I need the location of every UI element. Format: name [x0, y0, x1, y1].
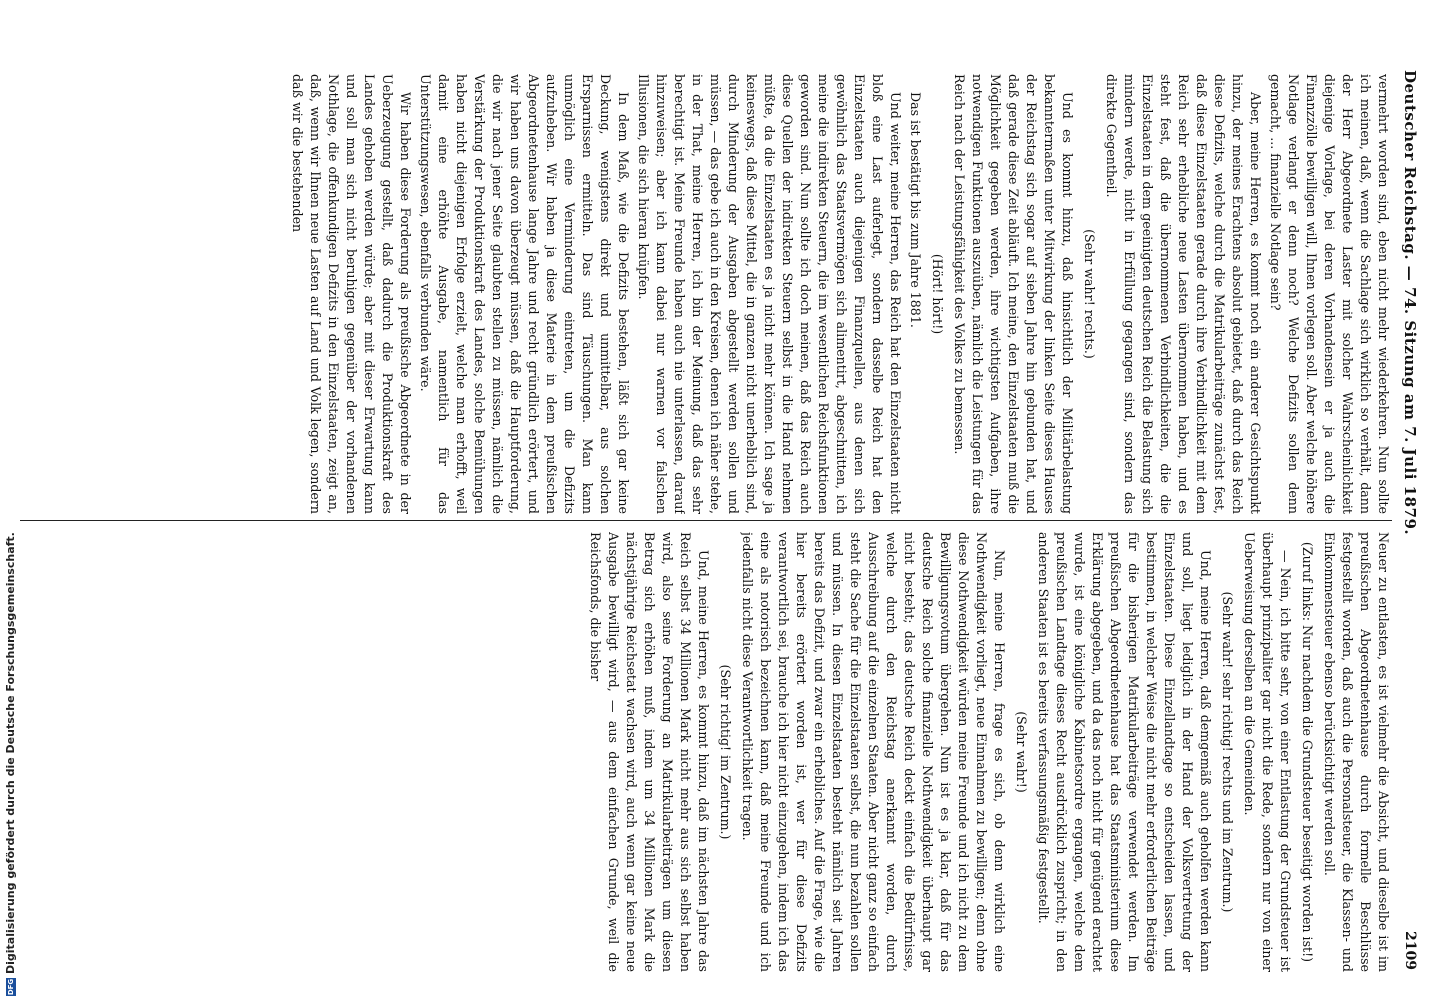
- digitization-note-text: Digitalisierung gefördert durch die Deutsche Forschungsgemeinschaft.: [4, 532, 17, 974]
- paragraph: Das ist bestätigt bis zum Jahre 1881.: [908, 92, 923, 328]
- page-header: [1396, 70, 1424, 970]
- paragraph: Und es kommt hinzu, daß hinsichtlich der Militärbelastung bekanntermaßen unter Mitwirkung der linken Seite dieses Hauses der Reichstag sich sogar auf sieben Jahre hin gebunden hat, und daß gerade diese Zeit abläuft. Ich meine, den Einzelstaaten muß die Möglichkeit gegeben werden, ihre wichtigsten Aufgaben, ihre notwendigen Funktionen auszuüben, nämlich die Leistungen für das Reich nach der Leistungsfähigkeit des Volkes zu bemessen.: [952, 74, 1075, 514]
- paragraph: Und weiter, meine Herren, das Reich hat den Einzelstaaten nicht bloß eine Last auferlegt, sondern dasselbe Reich hat den Einzelstaaten auch diejenigen Finanzquellen, aus denen sich gewöhnlich das Staatsvermögen sich alimentirt, abgeschnitten, ich meine die indirekten Steuern, die im wesentlichen Reichsfunktionen geworden sind. Nun sollte ich doch meinen, daß das Reich auch diese Quellen der indirekten Steuern selbst in die Hand nehmen müßte, da die Einzelstaaten es ja nicht mehr können. Ich sage ja keineswegs, daß diese Mittel, die in ganzen nicht unerheblich sind, durch Minderung der Ausgaben abgestellt werden sollen und müssen, — das gebe ich auch in den Kreisen, denen ich näher stehe, in der That, meine Herren, ich bin der Meinung, daß das sehr berechtigt ist. Meine Freunde haben auch nie unterlassen, darauf hinzuweisen; aber ich kann dabei nur warnen vor falschen Illusionen, die sich hieran knüpfen.: [636, 74, 903, 514]
- paragraph: vermehrt worden sind, eben nicht mehr wiederkehren. Nun sollte ich meinen, daß, wenn die Sachlage sich wirklich so verhält, dann der Herr Abgeordnete Laster mit solcher Wahrscheinlichkeit diejenige Vorlage, bei deren Vorhandensein er ja auch die Finanzzölle bewilligen will, Ihnen vorlegen soll. Aber welche höhere Notlage verlangt er denn noch? Welche Defizits sollen denn gemacht, ... finanzielle Notlage sein?: [1268, 74, 1391, 514]
- interjection: (Sehr wahr!): [1014, 711, 1029, 793]
- paragraph: Wir haben diese Forderung als preußische Abgeordnete in der Ueberzeugung gestellt, daß dadurch die Produktionskraft des Landes gehoben werden würde; aber mit dieser Erwartung kann und soll man sich nicht beruhigen gegenüber der vorhandenen Nothlage, die offenkundigen Defizits in den Einzelstaaten, zeigt an, daß, wenn wir Ihnen neue Lasten auf Land und Volk legen, sondern daß wir die bestehenden: [290, 74, 413, 514]
- interjection: (Sehr wahr! sehr richtig! rechts und im Zentrum.): [1220, 591, 1235, 913]
- paragraph: Und, meine Herren, daß demgemäß auch geholfen werden kann und soll, liegt lediglich in der Hand der Volksvertretung der Einzelstaaten. Diese Einzellandtage so entscheiden lassen, und bestimmen, in welcher Weise die nicht mehr erforderlichen Beiträge für die bisherigen Matrikularbeiträge verwendet werden. Im preußischen Abgeordnetenhause hat das Staatsministerium diese Erklärung abgegeben, und da das noch nicht für genügend erachtet wurde, ist eine königliche Kabinetsordre ergangen, welche dem preußischen Landtage dieses Recht ausdrücklich zuspricht; in den anderen Staaten ist es bereits verfassungsmäßig festgestellt.: [1036, 532, 1213, 972]
- interjection: (Zuruf links: Nur nachdem die Grundsteuer beseitigt worden ist!): [1300, 541, 1315, 963]
- interjection: (Sehr richtig! im Zentrum.): [718, 664, 733, 840]
- paragraph: — Nein, ich bitte sehr, von einer Entlastung der Grundsteuer ist überhaupt prinzipaliter gar nicht die Rede, sondern nur von einer Ueberweisung derselben an die Gemeinden.: [1242, 532, 1293, 972]
- paragraph: Und, meine Herren, es kommt hinzu, daß im nächsten Jahre das Reich selbst 34 Millionen Mark nicht mehr aus sich selbst haben wird, also seine Forderung an Matrikularbeiträgen um diesen Betrag sich erhöhen muß, indem um 34 Millionen Mark die nächstjährige Reichsetat wachsen wird, auch wenn gar keine neue Ausgabe bewilligt wird, — aus dem einfachen Grunde, weil die Reichsfonds, die bisher: [588, 532, 711, 972]
- column-divider: [20, 520, 1392, 521]
- paragraph: Neuer zu entlasten, es ist vielmehr die Absicht, und dieselbe ist im preußischen Abgeordnetenhause durch formelle Beschlüsse festgestellt worden, daß auch die Personalsteuer, die Klassen- und Einkommensteuer ebenso berücksichtigt werden soll.: [1322, 532, 1391, 972]
- text-column-right: [20, 532, 1392, 972]
- interjection: (Hört! hört!): [930, 253, 945, 335]
- page-title: Deutscher Reichstag. — 74. Sitzung am 7. Juli 1879.: [1401, 70, 1419, 536]
- paragraph: Aber, meine Herren, es kommt noch ein anderer Gesichtspunkt hinzu, der meines Erachtens absolut gebietet, daß durch das Reich diese Defizits, welche durch die Matrikularbeiträge zunächst fest, daß diese Einzelstaaten gerade durch ihre Verbindlichkeit mit dem Reich sehr erhebliche neue Lasten übernommen haben, und es steht fest, daß die übernommenen Verbindlichkeiten, die die Einzelstaaten in dem geeinigten deutschen Reich die Belastung sich mindern werde, nicht in Erfüllung gegangen sind, sondern das direkte Gegentheil.: [1104, 74, 1263, 514]
- text-column-left: [20, 74, 1392, 514]
- paragraph: Nun, meine Herren, frage es sich, ob denn wirklich eine Nothwendigkeit vorliegt, neue Einnahmen zu bewilligen; denn ohne diese Nothwendigkeit würden meine Freunde und ich nicht zu dem Bewilligungsvotum übergehen. Nun ist es ja klar, daß für das deutsche Reich solche finanzielle Nothwendigkeit überhaupt gar nicht besteht; das deutsche Reich deckt einfach die Bedürfnisse, welche durch den Reichstag anerkannt worden, durch Ausschreibung auf die einzelnen Staaten. Aber nicht ganz so einfach steht die Sache für die Einzelstaaten selbst, die nun bezahlen sollen und müssen. In diesen Einzelstaaten besteht nämlich seit Jahren bereits das Defizit, und zwar ein erhebliches. Auf die Frage, wie die hier bereits erörtert worden ist, wer für diese Defizits verantwortlich sei, brauche ich hier nicht einzugehen, indem ich das eine als notorisch bezeichnen kann, daß meine Freunde und ich jedenfalls nicht diese Verantwortlichkeit tragen.: [740, 532, 1007, 972]
- paragraph: In dem Maß, wie die Defizits bestehen, läßt sich gar keine Deckung, wenigstens direkt und unmittelbar, aus solchen Ersparnissen ermitteln. Das sind Täuschungen. Man kann unmöglich eine Verminderung eintreten, um die Defizits aufzuheben. Wir haben ja diese Materie in dem preußischen Abgeordnetenhause lange Jahre und recht gründlich erörtert, und wir haben uns davon überzeugt müssen, daß die Hauptforderung, die wir nach jener Seite glaubten stellen zu müssen, nämlich die Verstärkung der Produktionskraft des Landes, solche Bemühungen haben nicht diejenigen Erfolge erzielt, welche man erhofft, weil damit eine erhöhte Ausgabe, namentlich für das Unterstützungswesen, ebenfalls verbunden wäre.: [418, 74, 631, 514]
- page-number: 2109: [1402, 931, 1418, 970]
- dfg-logo-icon: DFG: [7, 978, 15, 996]
- interjection: (Sehr wahr! rechts.): [1082, 229, 1097, 359]
- digitization-note: [4, 532, 17, 996]
